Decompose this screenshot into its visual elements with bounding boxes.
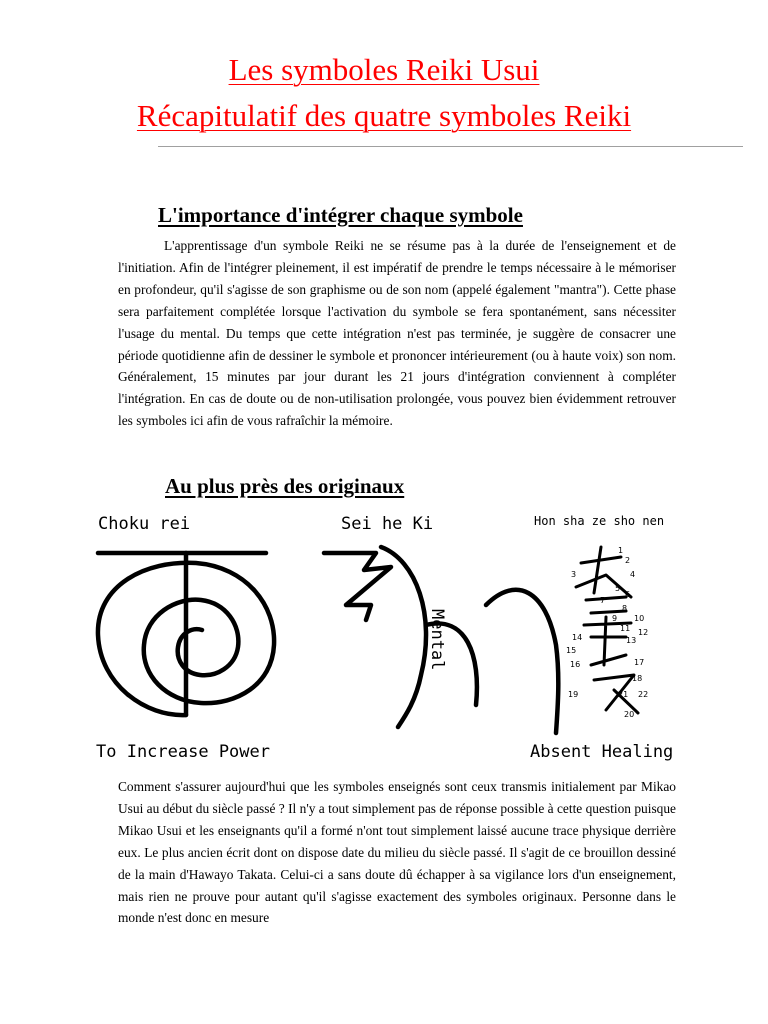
choku-rei-symbol: [96, 514, 274, 762]
section-heading-integration: L'importance d'intégrer chaque symbole: [158, 203, 523, 227]
section-heading-originals: Au plus près des originaux: [165, 474, 405, 498]
symbol-side-label-mental: Mental: [427, 609, 447, 671]
sei-he-ki-symbol: [324, 514, 558, 733]
svg-text:17: 17: [634, 658, 645, 667]
symbol-name-hon-sha-ze-sho-nen: Hon sha ze sho nen: [534, 514, 665, 528]
symbol-name-choku-rei: Choku rei: [98, 514, 191, 534]
svg-text:21: 21: [618, 690, 629, 699]
svg-text:6: 6: [625, 590, 631, 599]
paragraph-integration: L'apprentissage d'un symbole Reiki ne se résume pas à la durée de l'enseignement et de l'initiation. Afin de l'intégrer pleinement, il est impératif de prendre le temps nécessaire à le mémoriser en profondeur, qu'il s'agisse de son graphisme ou de son nom (appelé également "mantra"). Cette phase sera parfaitement complétée lorsque l'activation du symbole se fera spontanément, sans nécessiter l'usage du mental. Du temps que cette intégration n'est pas terminée, je suggère de consacrer une période quotidienne afin de dessiner le symbole et prononcer intérieurement (ou à haute voix) son nom. Généralement, 15 minutes par jour durant les 21 jours d'intégration conviennent à compléter l'intégration. En cas de doute ou de non-utilisation prolongée, vous pouvez bien évidemment retrouver les symboles ici afin de vous rafraîchir la mémoire.: [118, 238, 676, 429]
svg-text:14: 14: [572, 633, 583, 642]
paragraph-originals: Comment s'assurer aujourd'hui que les symboles enseignés sont ceux transmis initialement par Mikao Usui au début du siècle passé ? Il n'y a tout simplement pas de réponse possible à cette question puisque Mikao Usui et les enseignants qu'il a formé n'ont tout simplement laissé aucune trace physique derrière eux. Le plus ancien écrit dont on dispose date du milieu du siècle passé. Il s'agit de ce brouillon dessiné de la main d'Hawayo Takata. Celui-ci a sans doute dû échapper à sa vigilance lors d'un enseignement, mais rien ne prouve pour autant qu'il s'agisse exactement des symboles originaux. Personne dans le monde n'est donc en mesure: [118, 779, 676, 926]
hon-sha-ze-sho-nen-symbol: [530, 514, 673, 762]
svg-text:4: 4: [630, 570, 636, 579]
symbol-caption-hon-sha-ze-sho-nen: Absent Healing: [530, 742, 674, 762]
svg-text:8: 8: [622, 604, 628, 613]
reiki-symbols-figure: [86, 505, 686, 770]
svg-text:16: 16: [570, 660, 581, 669]
svg-text:2: 2: [625, 556, 631, 565]
svg-text:13: 13: [626, 636, 637, 645]
svg-text:3: 3: [571, 570, 577, 579]
svg-text:7: 7: [600, 596, 606, 605]
svg-text:18: 18: [632, 674, 643, 683]
svg-text:12: 12: [638, 628, 649, 637]
svg-text:9: 9: [612, 614, 618, 623]
symbol-caption-choku-rei: To Increase Power: [96, 742, 270, 762]
horizontal-divider: [158, 146, 743, 147]
svg-text:22: 22: [638, 690, 649, 699]
svg-text:15: 15: [566, 646, 577, 655]
symbol-name-sei-he-ki: Sei he Ki: [341, 514, 434, 534]
choku-rei-spiral-icon: [98, 553, 274, 715]
svg-text:19: 19: [568, 690, 579, 699]
page-title: Les symboles Reiki Usui: [228, 52, 540, 87]
svg-text:1: 1: [618, 546, 624, 555]
page-subtitle: Récapitulatif des quatre symboles Reiki: [136, 98, 632, 133]
svg-text:5: 5: [615, 584, 621, 593]
svg-text:20: 20: [624, 710, 635, 719]
svg-text:10: 10: [634, 614, 645, 623]
svg-text:11: 11: [620, 624, 631, 633]
